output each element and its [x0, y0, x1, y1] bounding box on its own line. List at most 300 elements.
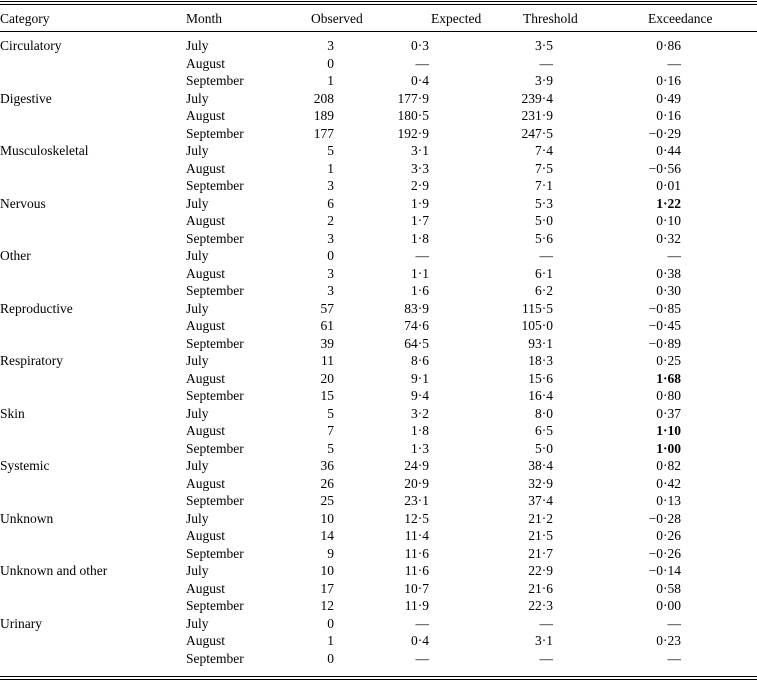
- row-threshold: 22·3: [528, 598, 553, 613]
- row-spacer: [681, 615, 757, 633]
- row-exceedance: 1·00: [656, 440, 681, 456]
- row-spacer: [681, 650, 757, 668]
- row-expected: 1·3: [411, 440, 429, 456]
- row-category: Respiratory: [0, 353, 63, 368]
- row-month: August: [186, 370, 226, 386]
- row-expected: —: [415, 650, 429, 666]
- row-observed: 5: [327, 405, 334, 421]
- row-threshold: 5·3: [535, 195, 553, 211]
- row-category: [0, 440, 186, 458]
- row-expected: 20·9: [404, 475, 429, 491]
- row-expected: 0·4: [411, 633, 429, 648]
- row-spacer: [681, 195, 757, 213]
- row-month: September: [186, 440, 244, 456]
- row-spacer: [681, 142, 757, 160]
- row-observed: 20: [320, 370, 334, 386]
- row-expected: —: [415, 615, 429, 631]
- row-threshold: 5·0: [535, 440, 553, 456]
- row-month: August: [186, 633, 226, 648]
- row-category: [0, 527, 186, 545]
- row-category: [0, 317, 186, 335]
- header-expected-cell: [334, 6, 482, 31]
- row-category: [0, 475, 186, 493]
- row-spacer: [681, 317, 757, 335]
- row-observed: 5: [327, 143, 334, 158]
- row-exceedance: −0·45: [648, 318, 681, 333]
- row-expected: 10·7: [404, 580, 429, 596]
- row-month: August: [186, 108, 226, 123]
- row-expected: 9·4: [411, 388, 429, 403]
- row-exceedance: −0·26: [648, 545, 681, 561]
- row-threshold: 7·4: [535, 143, 553, 158]
- row-month: July: [186, 563, 209, 578]
- row-spacer: [681, 422, 757, 440]
- row-category: [0, 387, 186, 405]
- table-row: [0, 90, 757, 108]
- header-observed-cell: [288, 6, 363, 31]
- row-spacer: [681, 212, 757, 230]
- row-month: September: [186, 493, 244, 508]
- row-expected: 23·1: [404, 493, 429, 508]
- row-expected: 1·8: [411, 230, 429, 246]
- row-spacer: [681, 492, 757, 510]
- row-observed: 3: [327, 178, 334, 193]
- row-month: July: [186, 405, 209, 421]
- row-category: [0, 632, 186, 650]
- row-exceedance: 0·13: [656, 493, 681, 508]
- row-spacer: [681, 510, 757, 528]
- row-observed: 1: [327, 73, 334, 88]
- row-spacer: [681, 265, 757, 283]
- row-observed: 11: [321, 353, 334, 368]
- row-category: [0, 125, 186, 143]
- row-expected: 11·4: [404, 528, 429, 543]
- row-exceedance: —: [667, 55, 681, 71]
- row-category: Skin: [0, 405, 25, 421]
- row-exceedance: 0·32: [656, 230, 681, 246]
- table-row: [0, 580, 757, 598]
- table-row: [0, 265, 757, 283]
- row-expected: 8·6: [411, 353, 429, 368]
- row-month: September: [186, 545, 244, 561]
- row-threshold: 6·5: [535, 423, 553, 438]
- row-observed: 15: [320, 388, 334, 403]
- row-category: [0, 265, 186, 283]
- header-category: Category: [0, 11, 50, 26]
- row-exceedance: 1·22: [656, 195, 681, 211]
- row-threshold: —: [539, 55, 553, 71]
- top-rule-inner: [0, 4, 757, 5]
- row-spacer: [681, 31, 757, 55]
- table-row: [0, 177, 757, 195]
- table-row: [0, 615, 757, 633]
- row-exceedance: 0·82: [656, 458, 681, 473]
- row-exceedance: 0·25: [656, 353, 681, 368]
- table-row: [0, 370, 757, 388]
- row-observed: 14: [320, 528, 334, 543]
- row-observed: 3: [327, 230, 334, 246]
- row-spacer: [681, 475, 757, 493]
- row-threshold: 115·5: [522, 300, 553, 316]
- row-threshold: 231·9: [521, 108, 553, 123]
- table-header: [0, 6, 757, 31]
- table-row: [0, 72, 757, 90]
- row-observed: 2: [327, 213, 334, 228]
- row-exceedance: 0·49: [656, 90, 681, 106]
- header-observed: Observed: [311, 11, 363, 26]
- row-threshold: —: [539, 615, 553, 631]
- row-spacer: [681, 632, 757, 650]
- row-observed: 36: [320, 458, 334, 473]
- row-observed: 0: [327, 55, 334, 71]
- row-threshold: 7·5: [535, 160, 553, 176]
- row-threshold: 16·4: [528, 388, 553, 403]
- row-exceedance: 0·38: [656, 265, 681, 281]
- row-exceedance: 1·68: [656, 370, 681, 386]
- table-row: [0, 527, 757, 545]
- row-expected: 0·4: [411, 73, 429, 88]
- row-threshold: 21·5: [528, 528, 553, 543]
- row-spacer: [681, 457, 757, 475]
- row-exceedance: —: [667, 650, 681, 666]
- row-threshold: 105·0: [521, 318, 553, 333]
- row-month: July: [186, 615, 209, 631]
- table-row: [0, 422, 757, 440]
- table-row: [0, 247, 757, 265]
- row-expected: 24·9: [404, 458, 429, 473]
- header-rule: [0, 31, 757, 32]
- row-spacer: [681, 177, 757, 195]
- row-observed: 61: [320, 318, 334, 333]
- row-exceedance: 0·16: [656, 73, 681, 88]
- row-spacer: [681, 107, 757, 125]
- row-category: [0, 650, 186, 668]
- row-month: August: [186, 265, 226, 281]
- row-threshold: 8·0: [535, 405, 553, 421]
- row-category: Reproductive: [0, 300, 73, 316]
- row-month: July: [186, 458, 209, 473]
- row-observed: 17: [320, 580, 334, 596]
- row-month: September: [186, 73, 244, 88]
- row-threshold: 7·1: [535, 178, 553, 193]
- table-row: [0, 562, 757, 580]
- row-exceedance: 1·10: [656, 423, 681, 438]
- row-category: [0, 492, 186, 510]
- row-observed: 3: [327, 283, 334, 298]
- row-month: July: [186, 353, 209, 368]
- table-row: [0, 282, 757, 300]
- row-category: Circulatory: [0, 38, 62, 53]
- table-row: [0, 545, 757, 563]
- row-category: Digestive: [0, 90, 52, 106]
- row-exceedance: −0·56: [648, 160, 681, 176]
- row-exceedance: 0·16: [656, 108, 681, 123]
- row-month: September: [186, 598, 244, 613]
- row-observed: 0: [327, 248, 334, 263]
- row-spacer: [681, 545, 757, 563]
- row-spacer: [681, 335, 757, 353]
- row-exceedance: 0·37: [656, 405, 681, 421]
- row-spacer: [681, 562, 757, 580]
- row-month: August: [186, 423, 226, 438]
- row-exceedance: −0·29: [648, 125, 681, 141]
- bottom-rule-outer: [0, 679, 757, 680]
- row-expected: 0·3: [411, 38, 429, 53]
- row-category: Nervous: [0, 195, 46, 211]
- table-row: [0, 317, 757, 335]
- table-row: [0, 510, 757, 528]
- row-expected: 3·1: [411, 143, 429, 158]
- row-month: August: [186, 160, 226, 176]
- row-exceedance: 0·10: [656, 213, 681, 228]
- row-expected: 9·1: [411, 370, 429, 386]
- row-category: [0, 545, 186, 563]
- row-observed: 0: [327, 615, 334, 631]
- row-expected: 11·6: [404, 545, 429, 561]
- table-row: [0, 160, 757, 178]
- row-exceedance: 0·26: [656, 528, 681, 543]
- row-month: September: [186, 335, 244, 351]
- row-month: September: [186, 178, 244, 193]
- table-row: [0, 405, 757, 423]
- row-spacer: [681, 580, 757, 598]
- table-row: [0, 650, 757, 668]
- row-threshold: 3·1: [535, 633, 553, 648]
- row-threshold: —: [539, 248, 553, 263]
- table-row: [0, 492, 757, 510]
- row-observed: 10: [320, 563, 334, 578]
- row-month: September: [186, 650, 244, 666]
- row-observed: 9: [327, 545, 334, 561]
- row-spacer: [681, 160, 757, 178]
- row-expected: —: [415, 248, 429, 263]
- row-threshold: 3·5: [535, 38, 553, 53]
- row-month: September: [186, 388, 244, 403]
- table-row: [0, 31, 757, 55]
- row-month: September: [186, 125, 244, 141]
- table-row: [0, 212, 757, 230]
- row-category: [0, 422, 186, 440]
- row-threshold: 15·6: [528, 370, 553, 386]
- row-observed: 7: [327, 423, 334, 438]
- bottom-rule-inner: [0, 676, 757, 677]
- table-body: [0, 31, 757, 667]
- row-category: [0, 55, 186, 73]
- row-month: August: [186, 528, 226, 543]
- row-category: [0, 107, 186, 125]
- row-month: August: [186, 55, 226, 71]
- table-row: [0, 440, 757, 458]
- row-month: July: [186, 143, 209, 158]
- row-month: July: [186, 510, 209, 526]
- row-threshold: 6·1: [535, 265, 553, 281]
- row-expected: 1·8: [411, 423, 429, 438]
- row-expected: 12·5: [404, 510, 429, 526]
- row-exceedance: −0·28: [648, 510, 681, 526]
- row-exceedance: 0·86: [656, 38, 681, 53]
- row-threshold: 22·9: [528, 563, 553, 578]
- row-category: [0, 160, 186, 178]
- row-observed: 1: [327, 633, 334, 648]
- row-month: July: [186, 248, 209, 263]
- row-exceedance: −0·89: [648, 335, 681, 351]
- row-exceedance: 0·00: [656, 598, 681, 613]
- row-observed: 177: [313, 125, 334, 141]
- table-row: [0, 230, 757, 248]
- row-observed: 10: [320, 510, 334, 526]
- row-category: Unknown and other: [0, 563, 108, 578]
- row-spacer: [681, 230, 757, 248]
- row-threshold: 18·3: [528, 353, 553, 368]
- row-expected: 177·9: [397, 90, 429, 106]
- row-expected: 1·9: [411, 195, 429, 211]
- row-spacer: [681, 527, 757, 545]
- row-observed: 26: [320, 475, 334, 491]
- row-spacer: [681, 247, 757, 265]
- row-exceedance: 0·23: [656, 633, 681, 648]
- row-month: August: [186, 580, 226, 596]
- row-spacer: [681, 440, 757, 458]
- row-expected: 3·3: [411, 160, 429, 176]
- row-month: July: [186, 90, 209, 106]
- row-category: [0, 282, 186, 300]
- row-month: August: [186, 475, 226, 491]
- row-observed: 189: [313, 108, 334, 123]
- row-observed: 25: [320, 493, 334, 508]
- row-exceedance: −0·85: [648, 300, 681, 316]
- row-exceedance: 0·30: [656, 283, 681, 298]
- row-expected: 11·9: [404, 598, 429, 613]
- row-category: [0, 177, 186, 195]
- row-exceedance: −0·14: [648, 563, 681, 578]
- header-exceedance-cell: [553, 6, 757, 31]
- row-observed: 6: [327, 195, 334, 211]
- table-row: [0, 335, 757, 353]
- header-threshold-cell: [429, 6, 578, 31]
- row-expected: 1·6: [411, 283, 429, 298]
- header-expected: Expected: [431, 11, 482, 26]
- row-spacer: [681, 370, 757, 388]
- row-threshold: 6·2: [535, 283, 553, 298]
- row-category: Urinary: [0, 615, 42, 631]
- row-threshold: 93·1: [528, 335, 553, 351]
- row-observed: 39: [320, 335, 334, 351]
- row-observed: 208: [313, 90, 334, 106]
- row-spacer: [681, 72, 757, 90]
- row-threshold: 3·9: [535, 73, 553, 88]
- row-observed: 5: [327, 440, 334, 456]
- table-row: [0, 195, 757, 213]
- row-month: September: [186, 283, 244, 298]
- row-observed: 1: [327, 160, 334, 176]
- row-exceedance: 0·58: [656, 580, 681, 596]
- table-row: [0, 107, 757, 125]
- row-exceedance: 0·44: [656, 143, 681, 158]
- table-row: [0, 55, 757, 73]
- row-observed: 0: [327, 650, 334, 666]
- row-expected: 1·1: [411, 265, 429, 281]
- row-exceedance: 0·80: [656, 388, 681, 403]
- row-category: Systemic: [0, 458, 50, 473]
- row-category: Musculoskeletal: [0, 143, 89, 158]
- row-expected: 74·6: [404, 318, 429, 333]
- row-month: September: [186, 230, 244, 246]
- row-threshold: 21·6: [528, 580, 553, 596]
- row-expected: —: [415, 55, 429, 71]
- row-exceedance: 0·42: [656, 475, 681, 491]
- row-category: Unknown: [0, 510, 54, 526]
- row-spacer: [681, 387, 757, 405]
- table-row: [0, 125, 757, 143]
- row-expected: 11·6: [404, 563, 429, 578]
- table-row: [0, 597, 757, 615]
- row-observed: 57: [320, 300, 334, 316]
- row-month: July: [186, 195, 209, 211]
- table-row: [0, 457, 757, 475]
- row-spacer: [681, 55, 757, 73]
- header-exceedance: Exceedance: [648, 11, 713, 26]
- row-spacer: [681, 125, 757, 143]
- row-category: [0, 72, 186, 90]
- row-observed: 12: [320, 598, 334, 613]
- row-month: July: [186, 300, 209, 316]
- row-spacer: [681, 597, 757, 615]
- top-rule-outer: [0, 1, 757, 2]
- table-row: [0, 142, 757, 160]
- row-spacer: [681, 405, 757, 423]
- row-expected: 180·5: [397, 108, 429, 123]
- table-row: [0, 387, 757, 405]
- row-exceedance: 0·01: [656, 178, 681, 193]
- row-threshold: 5·6: [535, 230, 553, 246]
- row-spacer: [681, 90, 757, 108]
- row-threshold: 5·0: [535, 213, 553, 228]
- row-spacer: [681, 300, 757, 318]
- row-expected: 192·9: [397, 125, 429, 141]
- exceedance-table: [0, 6, 757, 667]
- row-category: [0, 335, 186, 353]
- row-threshold: 21·2: [528, 510, 553, 526]
- row-category: [0, 580, 186, 598]
- row-spacer: [681, 282, 757, 300]
- row-month: July: [186, 38, 209, 53]
- row-expected: 2·9: [411, 178, 429, 193]
- row-threshold: 247·5: [521, 125, 553, 141]
- row-spacer: [681, 352, 757, 370]
- table-row: [0, 352, 757, 370]
- row-expected: 3·2: [411, 405, 429, 421]
- row-expected: 83·9: [404, 300, 429, 316]
- row-threshold: 32·9: [528, 475, 553, 491]
- table-row: [0, 300, 757, 318]
- row-category: [0, 230, 186, 248]
- table-row: [0, 475, 757, 493]
- row-exceedance: —: [667, 248, 681, 263]
- row-threshold: 21·7: [528, 545, 553, 561]
- row-category: [0, 597, 186, 615]
- row-threshold: —: [539, 650, 553, 666]
- row-expected: 64·5: [404, 335, 429, 351]
- row-exceedance: —: [667, 615, 681, 631]
- row-threshold: 239·4: [521, 90, 553, 106]
- table-row: [0, 632, 757, 650]
- row-category: [0, 212, 186, 230]
- header-threshold: Threshold: [523, 11, 578, 26]
- row-observed: 3: [327, 38, 334, 53]
- row-category: Other: [0, 248, 31, 263]
- header-month: Month: [186, 11, 223, 26]
- row-observed: 3: [327, 265, 334, 281]
